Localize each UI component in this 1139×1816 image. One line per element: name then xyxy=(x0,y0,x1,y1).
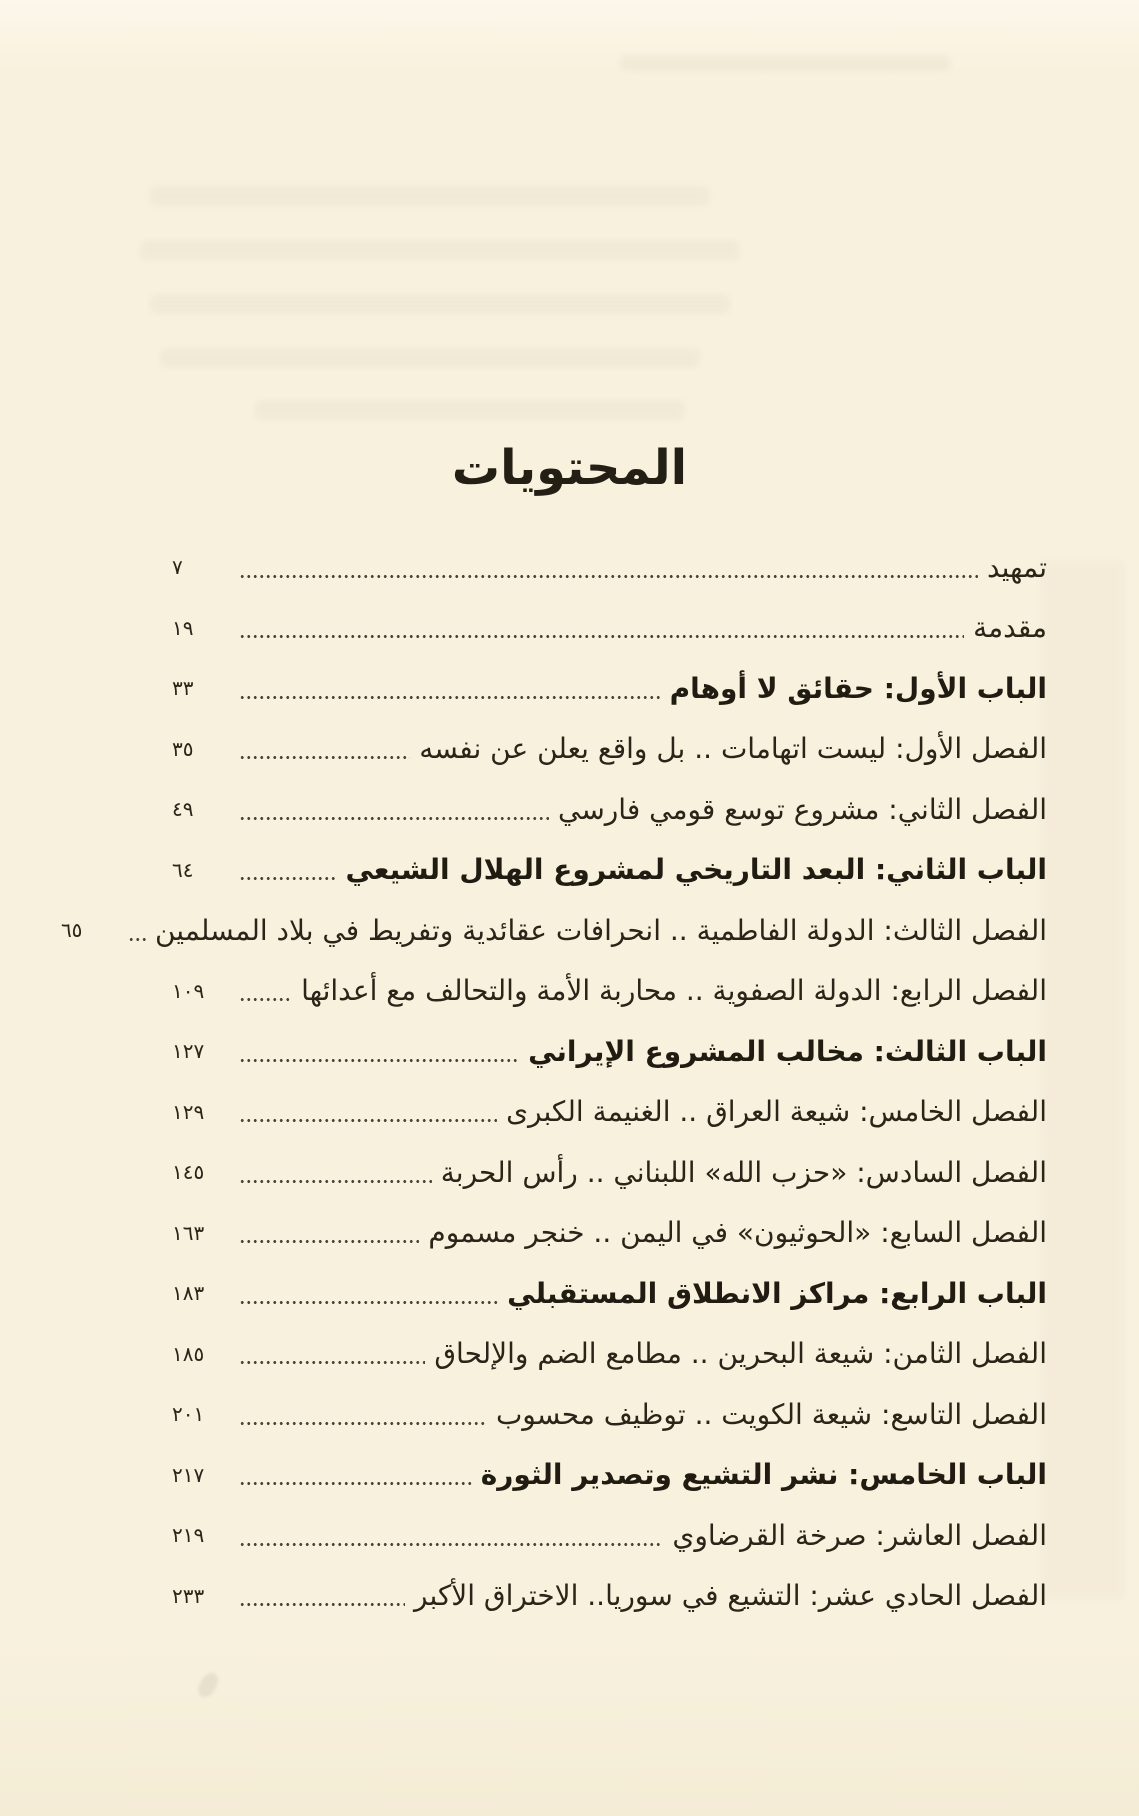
bleed-through-ghost xyxy=(160,348,700,368)
toc-entry-label: الباب الرابع: مراكز الانطلاق المستقبلي xyxy=(507,1276,1047,1310)
dot-leader xyxy=(239,633,964,640)
toc-entry-label: الفصل الثامن: شيعة البحرين .. مطامع الضم والإلحاق xyxy=(434,1337,1047,1371)
dot-leader xyxy=(239,694,661,701)
dot-leader xyxy=(239,1117,497,1124)
ink-smudge xyxy=(195,1670,220,1700)
toc-entry xyxy=(172,840,1047,901)
toc-entry-page-number: ١٢٩ xyxy=(172,1099,205,1124)
toc-entry-label: الباب الثالث: مخالب المشروع الإيراني xyxy=(528,1034,1047,1068)
toc-entry-page-number: ٢٠١ xyxy=(172,1402,205,1427)
toc-entry-label: تمهيد xyxy=(986,550,1047,584)
toc-entry-page-number: ٤٩ xyxy=(172,797,194,822)
toc-entry-label: الفصل التاسع: شيعة الكويت .. توظيف محسوب xyxy=(495,1397,1047,1431)
toc-entry-page-number: ٧ xyxy=(172,555,183,580)
toc-entry-page-number: ٣٥ xyxy=(172,736,194,761)
bleed-through-ghost xyxy=(150,294,730,314)
toc-entry-label: الباب الثاني: البعد التاريخي لمشروع الهلال الشيعي xyxy=(345,853,1047,887)
toc-entry-label: الفصل الحادي عشر: التشيع في سوريا.. الاختراق الأكبر xyxy=(414,1579,1047,1613)
toc-entry-label: الفصل الأول: ليست اتهامات .. بل واقع يعلن عن نفسه xyxy=(419,732,1047,766)
toc-entry-page-number: ١٦٣ xyxy=(172,1220,205,1245)
toc-entry xyxy=(172,1566,1047,1627)
dot-leader xyxy=(128,936,146,943)
bleed-through-ghost xyxy=(140,240,740,260)
toc-entry-page-number: ٦٤ xyxy=(172,857,194,882)
toc-entry xyxy=(172,1324,1047,1385)
dot-leader xyxy=(239,875,336,882)
toc-entry xyxy=(172,1505,1047,1566)
toc-entry xyxy=(172,719,1047,780)
toc-entry xyxy=(60,900,1047,961)
toc-entry xyxy=(172,779,1047,840)
toc-entry-label: الفصل السادس: «حزب الله» اللبناني .. رأس الحربة xyxy=(440,1155,1047,1189)
dot-leader xyxy=(239,573,978,580)
toc-entry-label: الفصل الثاني: مشروع توسع قومي فارسي xyxy=(557,792,1047,826)
toc-entry-label: الفصل الخامس: شيعة العراق .. الغنيمة الكبرى xyxy=(506,1095,1047,1129)
dot-leader xyxy=(239,1299,498,1306)
toc-entry-page-number: ١٨٣ xyxy=(172,1281,205,1306)
toc-entry-label: الفصل الثالث: الدولة الفاطمية .. انحرافات عقائدية وتفريط في بلاد المسلمين xyxy=(154,913,1047,947)
dot-leader xyxy=(239,1601,405,1608)
dot-leader xyxy=(239,1359,425,1366)
toc-entry-label: مقدمة xyxy=(973,611,1047,645)
dot-leader xyxy=(239,1178,432,1185)
toc-entry-page-number: ١٤٥ xyxy=(172,1160,205,1185)
table-of-contents xyxy=(60,537,1047,1626)
toc-entry xyxy=(172,1445,1047,1506)
toc-entry xyxy=(172,1263,1047,1324)
dot-leader xyxy=(239,1480,472,1487)
toc-entry-label: الباب الخامس: نشر التشيع وتصدير الثورة xyxy=(480,1458,1047,1492)
dot-leader xyxy=(239,1238,419,1245)
dot-leader xyxy=(239,996,292,1003)
toc-entry xyxy=(172,658,1047,719)
toc-entry-label: الفصل العاشر: صرخة القرضاوي xyxy=(672,1518,1047,1552)
bleed-through-ghost xyxy=(255,400,685,420)
bleed-through-ghost xyxy=(1040,560,1125,1600)
toc-entry-page-number: ١٠٩ xyxy=(172,978,205,1003)
toc-entry-page-number: ٢١٧ xyxy=(172,1462,205,1487)
toc-entry-page-number: ٦٥ xyxy=(60,918,83,943)
toc-entry-page-number: ٢١٩ xyxy=(172,1523,205,1548)
toc-entry-page-number: ١٩ xyxy=(172,615,194,640)
toc-entry xyxy=(172,1142,1047,1203)
toc-entry xyxy=(172,1203,1047,1264)
dot-leader xyxy=(239,815,549,822)
toc-entry-page-number: ١٨٥ xyxy=(172,1341,205,1366)
toc-entry xyxy=(172,1082,1047,1143)
dot-leader xyxy=(239,754,410,761)
toc-entry xyxy=(172,961,1047,1022)
toc-entry xyxy=(172,598,1047,659)
bleed-through-ghost xyxy=(150,186,710,206)
toc-entry-label: الفصل السابع: «الحوثيون» في اليمن .. خنجر مسموم xyxy=(428,1216,1047,1250)
toc-entry xyxy=(172,1021,1047,1082)
toc-entry-label: الباب الأول: حقائق لا أوهام xyxy=(669,671,1047,705)
dot-leader xyxy=(239,1541,663,1548)
toc-entry-page-number: ٢٣٣ xyxy=(172,1583,205,1608)
dot-leader xyxy=(239,1057,519,1064)
toc-entry-label: الفصل الرابع: الدولة الصفوية .. محاربة الأمة والتحالف مع أعدائها xyxy=(301,974,1047,1008)
contents-title: المحتويات xyxy=(451,440,688,497)
toc-entry-page-number: ١٢٧ xyxy=(172,1039,205,1064)
toc-entry xyxy=(172,537,1047,598)
dot-leader xyxy=(239,1420,487,1427)
toc-entry xyxy=(172,1384,1047,1445)
bleed-through-ghost xyxy=(620,55,950,71)
toc-entry-page-number: ٣٣ xyxy=(172,676,194,701)
